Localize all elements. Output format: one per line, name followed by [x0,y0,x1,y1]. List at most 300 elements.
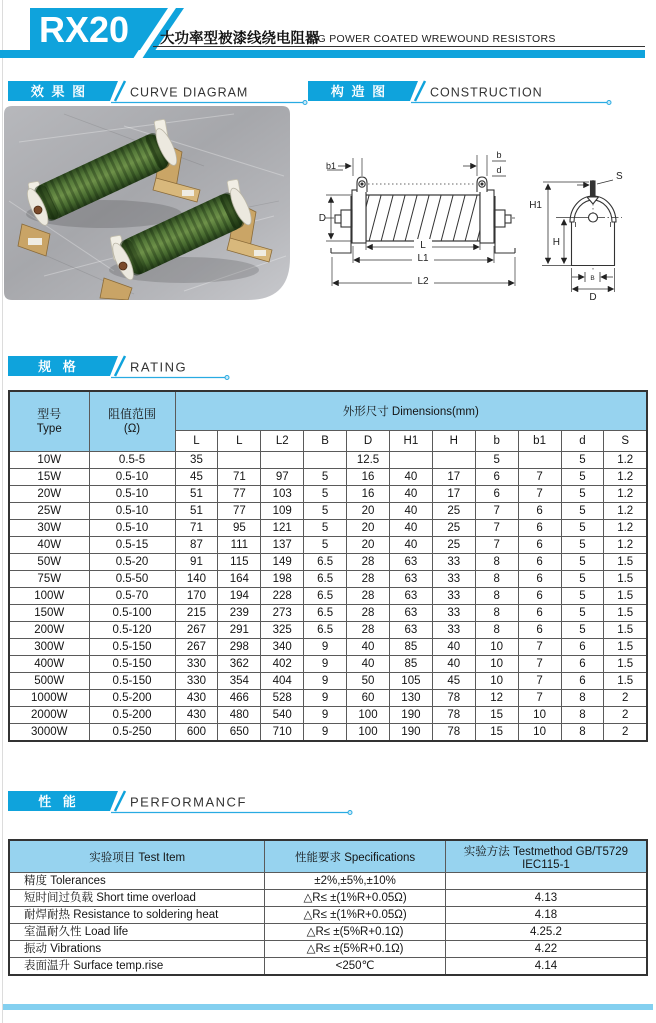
table-cell: 137 [261,537,304,554]
dim-label-D: D [318,213,326,224]
table-cell: 15 [475,707,518,724]
table-cell: 1.5 [604,656,647,673]
table-cell: 0.5-150 [89,673,175,690]
table-cell: 150W [9,605,89,622]
table-cell: 0.5-15 [89,537,175,554]
table-cell: 291 [218,622,261,639]
table-cell: 100 [347,707,390,724]
table-cell: 1.5 [604,673,647,690]
table-cell: 121 [261,520,304,537]
column-header-type [9,391,89,452]
table-cell: 7 [475,503,518,520]
table-row [9,890,647,907]
table-cell: 8 [561,707,604,724]
table-cell: 87 [175,537,218,554]
table-cell: 5 [561,486,604,503]
table-cell: 130 [389,690,432,707]
table-cell: 0.5-120 [89,622,175,639]
table-cell: 40 [389,520,432,537]
section-label-cn: 性 能 [38,794,80,809]
table-cell: 9 [304,724,347,742]
column-header: D [347,431,390,452]
table-cell: 6.5 [304,605,347,622]
table-cell: 5 [561,605,604,622]
column-header: L [218,431,261,452]
column-header-specifications-cn: 性能要求 [294,851,341,864]
table-cell: 16 [347,469,390,486]
table-cell: 300W [9,639,89,656]
section-label-en: CURVE DIAGRAM [130,85,249,100]
end-view [542,180,622,292]
model-number: RX20 [38,9,130,50]
table-cell: 77 [218,503,261,520]
table-cell: 8 [561,690,604,707]
table-cell: 103 [261,486,304,503]
table-cell: 164 [218,571,261,588]
table-cell: 50W [9,554,89,571]
table-cell: 95 [218,520,261,537]
section-label-en: RATING [130,359,188,375]
dim-label-B: B [590,275,595,282]
table-cell: 1.5 [604,639,647,656]
table-cell: 273 [261,605,304,622]
table-cell: 63 [389,571,432,588]
section-label-dot [303,101,307,105]
table-cell: 71 [175,520,218,537]
table-row [9,588,647,605]
column-header-type-cn: 型号 [37,407,62,421]
column-header-test-item-cn: 实验项目 [89,851,136,864]
table-cell: 0.5-250 [89,724,175,742]
table-row [9,622,647,639]
table-cell: 6 [518,503,561,520]
column-header-resistance-range [89,391,175,452]
table-cell: 5 [475,452,518,469]
table-cell: 25W [9,503,89,520]
column-header-test-item [9,840,265,873]
column-header: b [475,431,518,452]
table-cell: 7 [475,520,518,537]
table-cell: 1.2 [604,469,647,486]
table-cell: 0.5-5 [89,452,175,469]
table-row [9,469,647,486]
dim-label-b1: b1 [325,161,336,171]
table-cell: 430 [175,690,218,707]
table-cell: 25 [432,503,475,520]
table-cell: △R≤ ±(1%R+0.05Ω) [265,907,446,924]
table-cell: 0.5-20 [89,554,175,571]
table-cell: 精度 Tolerances [9,873,265,890]
table-cell: 50 [347,673,390,690]
table-cell: 430 [175,707,218,724]
table-row [9,554,647,571]
table-row [9,486,647,503]
table-cell: 100 [347,724,390,742]
table-cell: 6.5 [304,554,347,571]
table-cell: 528 [261,690,304,707]
table-cell: △R≤ ±(1%R+0.05Ω) [265,890,446,907]
table-cell [432,452,475,469]
table-cell: 5 [561,537,604,554]
section-label-curve [8,78,358,108]
table-cell: 4.22 [445,941,647,958]
table-cell: 9 [304,673,347,690]
table-cell: 3000W [9,724,89,742]
table-cell: 540 [261,707,304,724]
table-cell: 78 [432,724,475,742]
table-cell: 17 [432,486,475,503]
table-cell: 5 [561,554,604,571]
section-label-en: PERFORMANCF [130,794,247,810]
table-cell: 91 [175,554,218,571]
table-cell [445,873,647,890]
table-cell: 6 [518,554,561,571]
table-cell: 10 [475,656,518,673]
section-label-performance [8,788,388,818]
table-cell: 480 [218,707,261,724]
table-cell: 1.5 [604,605,647,622]
table-cell: 6 [475,486,518,503]
table-cell: 51 [175,503,218,520]
column-header: B [304,431,347,452]
table-cell: 75W [9,571,89,588]
table-row [9,958,647,976]
table-cell: 0.5-10 [89,469,175,486]
side-view [325,155,515,286]
table-cell: 40 [347,639,390,656]
dim-label-D-end: D [589,292,597,303]
table-cell: 30W [9,520,89,537]
table-cell: 1.5 [604,588,647,605]
table-cell: 4.14 [445,958,647,976]
table-cell: 17 [432,469,475,486]
table-cell: 6 [518,605,561,622]
footer-bar [3,1004,653,1010]
column-header-test-item-en: Test Item [138,851,186,864]
table-cell: 5 [304,469,347,486]
table-cell: 239 [218,605,261,622]
table-cell: 0.5-70 [89,588,175,605]
table-cell: 20 [347,520,390,537]
table-row [9,537,647,554]
product-photo [4,106,290,300]
table-cell: 35 [175,452,218,469]
column-header-dimensions: 外形尺寸 Dimensions(mm) [175,391,647,431]
table-cell: 12 [475,690,518,707]
table-cell: 6.5 [304,622,347,639]
table-cell: 63 [389,605,432,622]
table-cell: 267 [175,639,218,656]
table-cell: 28 [347,622,390,639]
table-cell: 室温耐久性 Load life [9,924,265,941]
table-cell: 6 [561,656,604,673]
table-cell: 6 [518,571,561,588]
table-cell: 20W [9,486,89,503]
table-cell: 7 [518,656,561,673]
table-cell: 190 [389,707,432,724]
table-cell: 2000W [9,707,89,724]
section-label-en: CONSTRUCTION [430,85,543,100]
table-row [9,520,647,537]
table-cell: 71 [218,469,261,486]
column-header: S [604,431,647,452]
table-cell: 466 [218,690,261,707]
table-cell: 5 [304,486,347,503]
table-cell: 4.13 [445,890,647,907]
table-cell: 100W [9,588,89,605]
table-cell: 10 [475,673,518,690]
table-cell: 170 [175,588,218,605]
table-row [9,907,647,924]
table-cell: △R≤ ±(5%R+0.1Ω) [265,941,446,958]
table-cell: 1.2 [604,520,647,537]
table-cell: 0.5-100 [89,605,175,622]
table-cell: 63 [389,622,432,639]
table-row [9,503,647,520]
table-cell: 650 [218,724,261,742]
table-cell: 5 [561,588,604,605]
table-cell: 267 [175,622,218,639]
table-cell: 78 [432,690,475,707]
dim-label-S: S [616,171,623,182]
table-cell: 8 [475,588,518,605]
table-cell: 149 [261,554,304,571]
table-cell: 28 [347,554,390,571]
dim-label-b: b [496,150,502,160]
table-cell: 0.5-150 [89,639,175,656]
table-row [9,690,647,707]
column-header-range-cn: 阻值范围 [107,407,156,421]
table-cell: 耐焊耐热 Resistance to soldering heat [9,907,265,924]
table-cell: 5 [561,452,604,469]
column-header: H [432,431,475,452]
table-cell: 400W [9,656,89,673]
table-cell: 5 [304,537,347,554]
table-cell: 85 [389,656,432,673]
table-cell: 1.2 [604,452,647,469]
table-cell: 6 [475,469,518,486]
table-cell: 33 [432,571,475,588]
table-cell: 97 [261,469,304,486]
table-cell: 6.5 [304,571,347,588]
table-cell: 28 [347,571,390,588]
table-cell: ±2%,±5%,±10% [265,873,446,890]
rating-header-row-1 [9,391,647,431]
column-header: L [175,431,218,452]
table-cell: 78 [432,707,475,724]
table-row [9,924,647,941]
table-cell: 振动 Vibrations [9,941,265,958]
table-cell: 33 [432,588,475,605]
table-cell: 10 [475,639,518,656]
table-cell: 25 [432,537,475,554]
column-header: b1 [518,431,561,452]
section-label-dot [348,811,352,815]
page-title-en: BIG POWER COATED WREWOUND RESISTORS [307,33,556,45]
table-cell: 6 [518,622,561,639]
dim-label-H1: H1 [529,200,542,211]
table-cell: 28 [347,605,390,622]
table-cell: 710 [261,724,304,742]
table-cell: 25 [432,520,475,537]
table-cell: 短时间过负载 Short time overload [9,890,265,907]
table-cell [304,452,347,469]
table-cell: 8 [475,554,518,571]
table-cell: 1.2 [604,503,647,520]
column-header: H1 [389,431,432,452]
table-cell: 0.5-10 [89,520,175,537]
column-header-specifications [265,840,446,873]
table-cell: 200W [9,622,89,639]
table-cell: 500W [9,673,89,690]
table-cell: 4.18 [445,907,647,924]
table-cell: 20 [347,537,390,554]
table-cell: 2 [604,724,647,742]
table-cell: 0.5-150 [89,656,175,673]
rating-table [8,390,648,742]
table-cell: 40 [389,469,432,486]
table-cell: 5 [304,520,347,537]
table-cell: 6 [518,520,561,537]
table-cell: 表面温升 Surface temp.rise [9,958,265,976]
table-cell: 0.5-50 [89,571,175,588]
table-row [9,605,647,622]
table-cell: 0.5-10 [89,486,175,503]
table-cell: 1.5 [604,554,647,571]
table-cell: 40 [389,486,432,503]
table-cell: 7 [475,537,518,554]
table-cell: 7 [518,673,561,690]
table-cell: 402 [261,656,304,673]
table-cell [518,452,561,469]
dim-label-L2: L2 [417,276,429,287]
table-cell: 2 [604,707,647,724]
table-cell: 7 [518,639,561,656]
table-cell: 5 [561,469,604,486]
dim-label-L1: L1 [417,253,429,264]
column-header-test-method [445,840,647,873]
table-row [9,673,647,690]
table-cell: 5 [561,520,604,537]
table-cell: 354 [218,673,261,690]
table-cell: 7 [518,486,561,503]
page-edge-line [2,0,3,1023]
table-cell: 105 [389,673,432,690]
section-label-construction [308,78,656,108]
column-header: L2 [261,431,304,452]
performance-table-body [9,873,647,976]
dim-label-d: d [496,165,502,175]
table-row [9,707,647,724]
table-row [9,873,647,890]
table-cell: 6.5 [304,588,347,605]
table-cell: 9 [304,656,347,673]
table-cell: 5 [561,503,604,520]
table-cell: 1.5 [604,622,647,639]
table-cell: 15W [9,469,89,486]
table-cell: 198 [261,571,304,588]
table-cell: 0.5-200 [89,690,175,707]
table-cell: 10W [9,452,89,469]
table-cell: 330 [175,656,218,673]
table-cell: 45 [175,469,218,486]
table-cell: 1.2 [604,537,647,554]
table-cell: 600 [175,724,218,742]
column-header-type-en: Type [36,423,62,435]
table-cell: 9 [304,707,347,724]
table-cell: 9 [304,639,347,656]
section-label-dot [607,101,611,105]
table-cell: 10 [518,724,561,742]
performance-table [8,839,648,976]
column-header-specifications-en: Specifications [344,851,416,864]
column-header-test-method-cn: 实验方法 [463,845,510,858]
page-title-cn: 大功率型被漆线绕电阻器 [160,31,320,47]
table-cell: 111 [218,537,261,554]
table-cell: 194 [218,588,261,605]
table-row [9,941,647,958]
section-label-dot [225,376,229,380]
table-cell: 33 [432,605,475,622]
table-cell: 0.5-10 [89,503,175,520]
dim-label-H: H [552,237,560,248]
table-row [9,452,647,469]
section-label-cn: 构 造 图 [330,84,388,99]
table-row [9,656,647,673]
table-cell: 8 [475,571,518,588]
table-cell: 2 [604,690,647,707]
table-cell: 40 [432,656,475,673]
table-cell: 12.5 [347,452,390,469]
table-cell: 77 [218,486,261,503]
table-cell: 63 [389,554,432,571]
table-cell: 6 [561,673,604,690]
column-header-test-method-en: Testmethod GB/T5729 IEC115-1 [513,845,629,871]
table-cell: 298 [218,639,261,656]
table-cell: 85 [389,639,432,656]
table-cell: 33 [432,622,475,639]
table-cell: 7 [518,469,561,486]
table-cell: 40W [9,537,89,554]
table-cell: 40 [389,503,432,520]
table-cell: 6 [518,537,561,554]
section-label-cn: 效 果 图 [30,84,88,99]
table-cell: 8 [475,622,518,639]
table-cell: 40 [347,656,390,673]
table-cell: 28 [347,588,390,605]
masthead [0,0,656,70]
table-cell: 330 [175,673,218,690]
table-cell [389,452,432,469]
table-cell: 404 [261,673,304,690]
table-cell: 8 [475,605,518,622]
table-cell: △R≤ ±(5%R+0.1Ω) [265,924,446,941]
table-cell: 10 [518,707,561,724]
table-cell: 115 [218,554,261,571]
table-cell [218,452,261,469]
table-row [9,639,647,656]
table-cell: 5 [304,503,347,520]
table-cell: 45 [432,673,475,690]
construction-diagram [300,138,656,304]
table-cell: 63 [389,588,432,605]
table-cell: 190 [389,724,432,742]
table-cell: 60 [347,690,390,707]
rating-table-body [9,452,647,742]
table-cell: <250℃ [265,958,446,976]
table-row [9,724,647,742]
table-cell: 325 [261,622,304,639]
